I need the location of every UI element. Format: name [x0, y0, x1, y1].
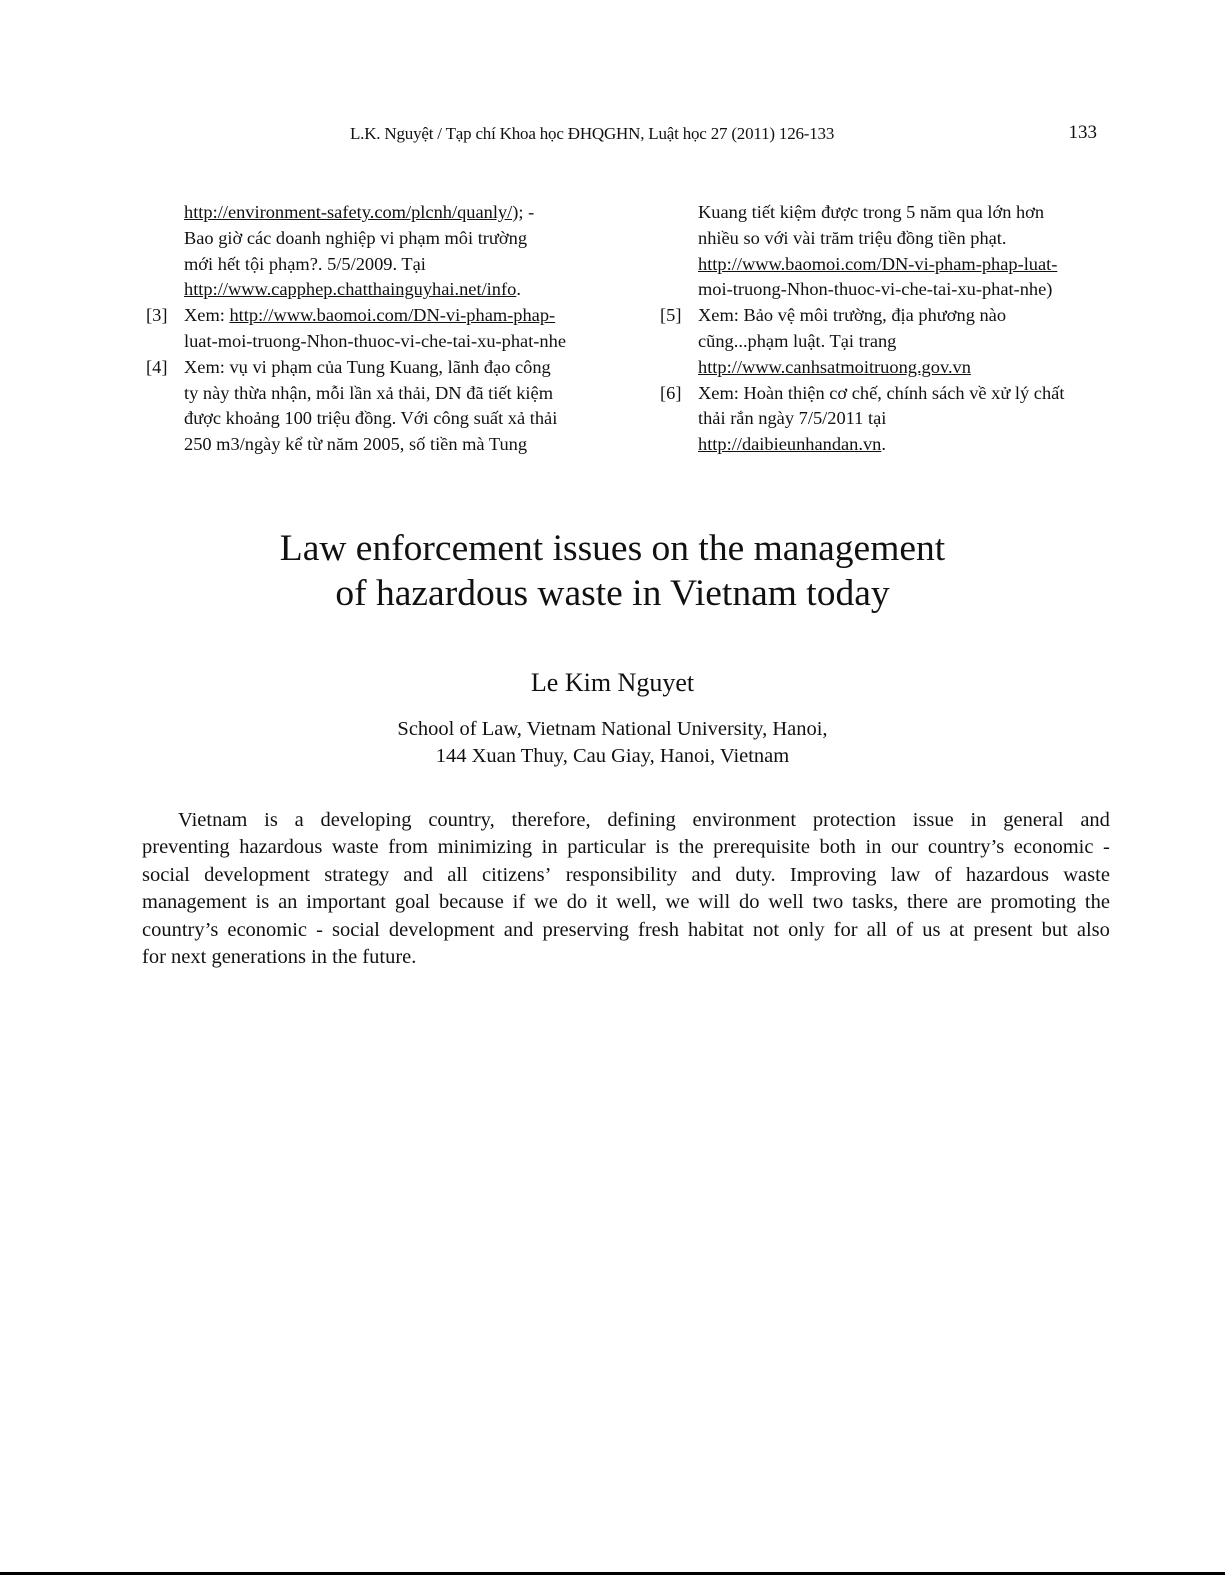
reference-continuation: [660, 200, 1108, 303]
reference-number: [3]: [146, 305, 168, 326]
reference-word: mới: [184, 253, 214, 274]
reference-text: 250 m3/ngày kể từ năm 2005, số tiền mà Tung: [184, 434, 528, 455]
reference-word: 5/5/2009.: [327, 253, 398, 274]
page-number: 133: [1068, 122, 1097, 143]
reference-word: rắn: [730, 408, 754, 429]
reference-number: [6]: [660, 382, 682, 403]
reference-number: [4]: [146, 356, 168, 377]
running-head-text: L.K. Nguyệt / Tạp chí Khoa học ĐHQGHN, Luật học 27 (2011) 126-133: [350, 124, 835, 143]
reference-link[interactable]: http://www.baomoi.com/DN-vi-pham-phap-luat-: [698, 253, 1058, 274]
reference-link[interactable]: http://www.canhsatmoitruong.gov.vn: [698, 356, 971, 377]
article-title: [0, 526, 1225, 616]
reference-text: Bao giờ các doanh nghiệp vi phạm môi trường: [184, 227, 528, 248]
reference-word: 7/5/2011: [798, 408, 864, 429]
reference-word: tại: [867, 408, 887, 429]
reference-text: Xem: Bảo vệ môi trường, địa phương nào: [698, 305, 1007, 326]
reference-3: [146, 303, 596, 355]
abstract: [142, 807, 1110, 971]
reference-text: được khoảng 100 triệu đồng. Với công suất xả thải: [184, 408, 558, 429]
abstract-line: country’s economic - social development and preserving fresh habitat not only for all of us at present but also: [142, 918, 1110, 941]
reference-text: Xem: vụ vi phạm của Tung Kuang, lãnh đạo công: [184, 356, 551, 377]
reference-word: ngày: [758, 408, 795, 429]
reference-number: [5]: [660, 305, 682, 326]
reference-text: .: [881, 434, 886, 455]
reference-link[interactable]: http://daibieunhandan.vn: [698, 434, 882, 455]
references-right-column: [660, 200, 1108, 458]
reference-continuation: [146, 200, 596, 303]
reference-text: luat-moi-truong-Nhon-thuoc-vi-che-tai-xu-phat-nhe: [184, 330, 566, 351]
abstract-line: Vietnam is a developing country, therefore, defining environment protection issue in general and: [178, 809, 1110, 831]
abstract-line: social development strategy and all citizens’ responsibility and duty. Improving law of hazardous waste: [142, 863, 1110, 886]
reference-word: trang: [858, 330, 897, 351]
abstract-line: preventing hazardous waste from minimizing in particular is the prerequisite both in our country’s economic -: [142, 836, 1110, 859]
author-affiliation: [0, 716, 1225, 770]
reference-link[interactable]: http://www.baomoi.com/DN-vi-pham-phap-: [229, 305, 556, 326]
reference-word: hết: [217, 253, 241, 274]
reference-link[interactable]: http://www.capphep.chatthainguyhai.net/info: [184, 279, 517, 300]
reference-word: luật.: [793, 330, 826, 351]
reference-6: [660, 381, 1108, 458]
reference-word: tội: [244, 253, 265, 274]
reference-5: [660, 303, 1108, 380]
reference-justified-line: [698, 406, 1108, 432]
reference-word: cũng...phạm: [698, 330, 789, 351]
reference-justified-line: [698, 329, 1108, 355]
author-name: Le Kim Nguyet: [530, 668, 695, 697]
reference-link[interactable]: http://environment-safety.com/plcnh/quanly/);: [184, 202, 524, 222]
reference-text: nhiều so với vài trăm triệu đồng tiền phạt.: [698, 227, 1007, 248]
reference-4: [146, 355, 596, 458]
reference-text: ty này thừa nhận, mỗi lần xả thải, DN đã tiết kiệm: [184, 382, 554, 403]
reference-word: Tại: [829, 330, 854, 351]
title-line: of hazardous waste in Vietnam today: [335, 573, 890, 614]
reference-text: -: [528, 202, 535, 222]
reference-justified-line: [184, 252, 596, 278]
reference-word: phạm?.: [268, 253, 323, 274]
title-line: Law enforcement issues on the management: [279, 528, 946, 569]
abstract-line: management is an important goal because if we do it well, we will do well two tasks, there are promoting the: [142, 891, 1110, 914]
affiliation-line: School of Law, Vietnam National University, Hanoi,: [397, 718, 828, 740]
reference-text: Kuang tiết kiệm được trong 5 năm qua lớn hơn: [698, 202, 1045, 222]
reference-text: moi-truong-Nhon-thuoc-vi-che-tai-xu-phat-nhe): [698, 279, 1053, 300]
reference-word: thải: [698, 408, 726, 429]
reference-text: .: [516, 279, 521, 300]
reference-text: Xem:: [184, 305, 225, 326]
reference-text: Xem: Hoàn thiện cơ chế, chính sách về xử lý chất: [698, 382, 1065, 403]
running-header: [0, 124, 1225, 154]
references-left-column: [146, 200, 596, 458]
reference-word: Tại: [401, 253, 426, 274]
affiliation-line: 144 Xuan Thuy, Cau Giay, Hanoi, Vietnam: [435, 745, 790, 767]
abstract-line: for next generations in the future.: [142, 946, 417, 969]
bottom-rule: [0, 1572, 1225, 1575]
